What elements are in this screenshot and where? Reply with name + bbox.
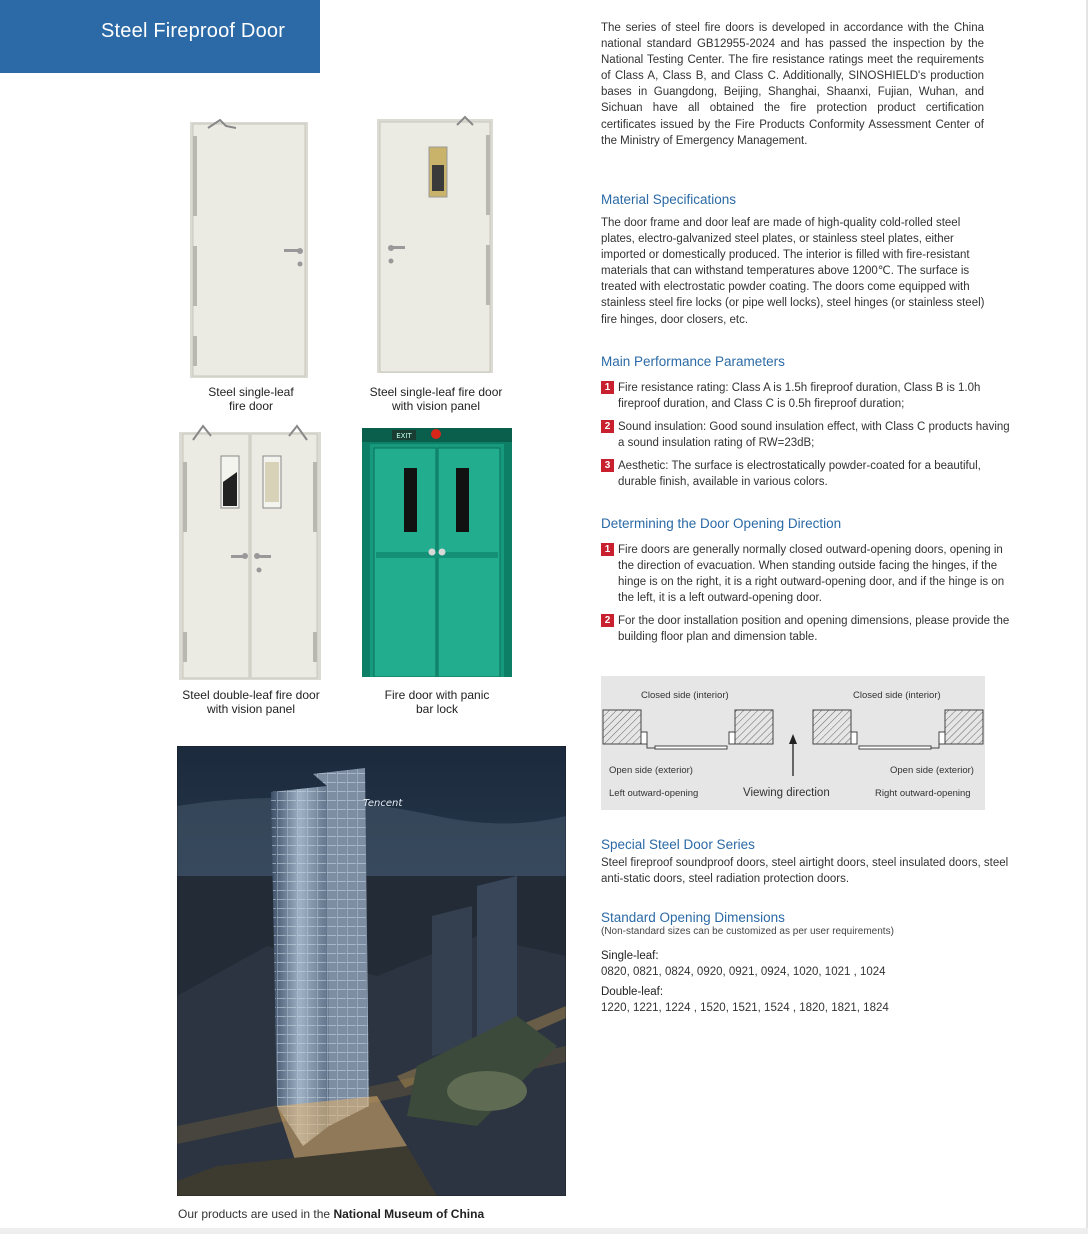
performance-item [601,380,1019,412]
number-badge: 2 [601,420,614,433]
material-heading: Material Specifications [601,192,737,207]
photo-caption-prefix: Our products are used in the [178,1207,331,1221]
caption-line: with vision panel [206,702,296,716]
dimensions-heading: Standard Opening Dimensions [601,910,785,925]
item-text: For the door installation position and opening dimensions, please provide the building floor plan and dimension table. [618,615,1010,643]
direction-item [601,613,1019,645]
door-image-panic-bar [362,428,512,677]
single-leaf-label: Single-leaf: [601,950,659,962]
direction-item [601,542,1019,606]
item-text: Fire doors are generally normally closed outward-opening doors, opening in the direction of evacuation. When standing outside facing the hinges, if the hinge is on the right, it is a right outward-opening door, and if the hinge is on the left, it is a left outward-opening door. [618,544,1005,604]
item-text: Aesthetic: The surface is electrostatically powder-coated for a beautiful, durable finish, available in various colors. [618,460,981,488]
caption-line: with vision panel [391,399,481,413]
intro-paragraph: The series of steel fire doors is developed in accordance with the China national standard GB12955-2024 and has passed the inspection by the National Testing Center. The fire resistance ratings meet the requirements of Class A, Class B, and Class C. Additionally, SINOSHIELD's production bases in Guangdong, Beijing, Shanghai, Shaanxi, Fujian, Wuhan, and Sichuan have all obtained the fire protection product certification certificates issued by the Fire Products Conformity Assessment Center of the Ministry of Emergency Management. [601,22,984,147]
photo-caption [178,1207,484,1221]
door-caption-single-leaf [180,385,322,413]
double-leaf-values: 1220, 1221, 1224 , 1520, 1521, 1524 , 1820, 1821, 1824 [601,1002,889,1014]
door-image-single-leaf-vision [377,115,495,373]
dimensions-note: (Non-standard sizes can be customized as per user requirements) [601,926,894,937]
performance-item [601,419,1019,451]
item-text: Sound insulation: Good sound insulation effect, with Class C products having a sound insulation rating of RW=23dB; [618,421,1010,449]
caption-line: Steel single-leaf [208,385,294,399]
single-leaf-values: 0820, 0821, 0824, 0920, 0921, 0924, 1020, 1021 , 1024 [601,966,886,978]
door-caption-single-leaf-vision [356,385,516,413]
item-text: Fire resistance rating: Class A is 1.5h fireproof duration, Class B is 1.0h fireproof duration, and Class C is 0.5h fireproof duration; [618,382,981,410]
number-badge: 2 [601,614,614,627]
door-caption-double-leaf [170,688,332,716]
double-leaf-label: Double-leaf: [601,986,664,998]
opening-direction-diagram [601,676,985,810]
door-caption-panic-bar [360,688,514,716]
material-text: The door frame and door leaf are made of high-quality cold-rolled steel plates, electro-galvanized steel plates, or stainless steel plates, either imported or domestically produced. The interior is filled with fire-resistant materials that can withstand temperatures above 1200℃. The surface is treated with electrostatic powder coating. The doors come equipped with stainless steel fire locks (or pipe well locks), steel hinges (or stainless steel) fire hinges, door closers, etc. [601,217,985,326]
special-heading: Special Steel Door Series [601,837,755,852]
performance-item [601,458,1019,490]
caption-line: Steel single-leaf fire door [369,385,503,399]
performance-heading: Main Performance Parameters [601,354,785,369]
exit-sign-text: EXIT [396,432,412,440]
door-image-single-leaf [190,116,312,378]
direction-heading: Determining the Door Opening Direction [601,516,842,531]
building-photo [177,746,566,1196]
bottom-band [0,1228,1088,1234]
number-badge: 1 [601,543,614,556]
page-title: Steel Fireproof Door [101,20,286,42]
photo-caption-bold: National Museum of China [333,1207,485,1221]
open-side-right-label: Open side (exterior) [890,765,974,776]
open-side-left-label: Open side (exterior) [609,765,693,776]
building-logo: Tencent [363,798,403,809]
door-image-double-leaf [177,422,323,680]
caption-line: fire door [228,399,274,413]
title-banner [0,0,320,73]
left-outward-label: Left outward-opening [609,788,699,799]
number-badge: 3 [601,459,614,472]
closed-side-right-label: Closed side (interior) [853,690,941,701]
right-outward-label: Right outward-opening [875,788,971,799]
viewing-direction-label: Viewing direction [743,787,830,799]
closed-side-left-label: Closed side (interior) [641,690,729,701]
special-text: Steel fireproof soundproof doors, steel airtight doors, steel insulated doors, steel anti-static doors, steel radiation protection doors. [601,857,1009,886]
caption-line: bar lock [415,702,459,716]
caption-line: Fire door with panic [384,688,490,702]
caption-line: Steel double-leaf fire door [182,688,320,702]
number-badge: 1 [601,381,614,394]
